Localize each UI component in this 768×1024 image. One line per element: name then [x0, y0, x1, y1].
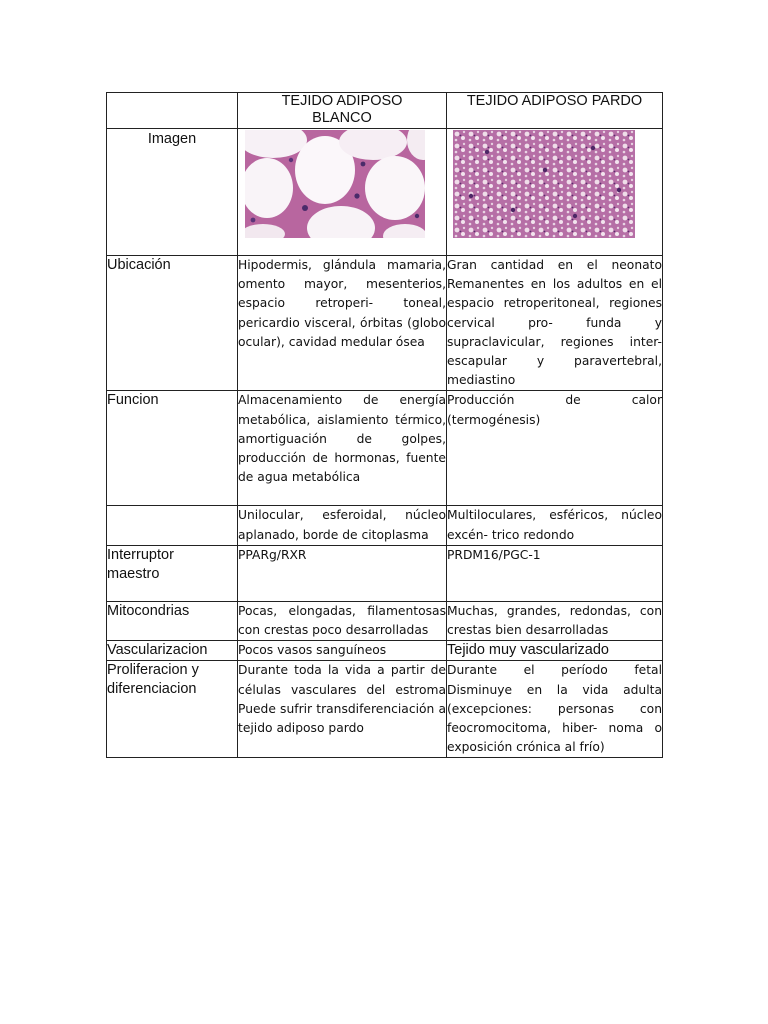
row-label-mitocondrias: Mitocondrias — [107, 601, 238, 640]
row-label-ubicacion: Ubicación — [107, 256, 238, 391]
row-ubicacion — [107, 256, 663, 391]
row-proliferacion — [107, 661, 663, 758]
row-label-funcion: Funcion — [107, 391, 238, 506]
row-mitocondrias — [107, 601, 663, 640]
row-label-imagen: Imagen — [107, 129, 238, 256]
white-interruptor-cell: PPARg/RXR — [238, 545, 447, 601]
white-mitocondrias-cell: Pocas, elongadas, filamentosas con crestas poco desarrolladas — [238, 601, 447, 640]
row-interruptor — [107, 545, 663, 601]
brown-adipose-histology-image — [453, 130, 635, 238]
row-label-proliferacion — [107, 661, 238, 758]
header-white-line-2: BLANCO — [312, 110, 372, 126]
brown-interruptor-cell: PRDM16/PGC-1 — [447, 545, 663, 601]
header-brown-adipose — [447, 93, 663, 129]
brown-funcion-cell: Producción de calor (termogénesis) — [447, 391, 663, 506]
brown-proliferacion-cell: Durante el período fetal Disminuye en la vida adulta (excepciones: personas con feocromocitoma, hiber- noma o exposición crónica al frío) — [447, 661, 663, 758]
white-proliferacion-cell: Durante toda la vida a partir de células vasculares del estroma Puede sufrir transdiferenciación a tejido adiposo pardo — [238, 661, 447, 758]
brown-ubicacion-cell: Gran cantidad en el neonato Remanentes en los adultos en el espacio retroperitoneal, regiones cervical pro- funda y supraclavicular, regiones inter- escapular y paravertebral, mediastino — [447, 256, 663, 391]
row-label-proliferacion-line-1: Proliferacion y — [107, 662, 199, 679]
row-label-interruptor-line-1: Interruptor — [107, 546, 174, 563]
comparison-table — [106, 92, 663, 758]
brown-vascularizacion-cell: Tejido muy vascularizado — [447, 641, 663, 661]
row-label-proliferacion-line-2: diferenciacion — [107, 681, 197, 698]
brown-adipose-image-cell — [447, 129, 663, 256]
white-adipose-image-cell — [238, 129, 447, 256]
row-funcion — [107, 391, 663, 506]
header-white-line-1: TEJIDO ADIPOSO — [281, 93, 403, 109]
row-label-vascularizacion: Vascularizacion — [107, 641, 238, 661]
row-celulas — [107, 506, 663, 545]
row-label-celulas — [107, 506, 238, 545]
row-label-interruptor — [107, 545, 238, 601]
brown-mitocondrias-cell: Muchas, grandes, redondas, con crestas bien desarrolladas — [447, 601, 663, 640]
row-label-interruptor-line-2: maestro — [107, 565, 160, 582]
row-imagen — [107, 129, 663, 256]
white-vascularizacion-cell: Pocos vasos sanguíneos — [238, 641, 447, 661]
white-funcion-cell: Almacenamiento de energía metabólica, aislamiento térmico, amortiguación de golpes, producción de hormonas, fuente de agua metabólica — [238, 391, 447, 506]
white-ubicacion-cell: Hipodermis, glándula mamaria, omento mayor, mesenterios, espacio retroperi- toneal, pericardio visceral, órbitas (globo ocular), cavidad medular ósea — [238, 256, 447, 391]
header-white-adipose — [238, 93, 447, 129]
corner-cell — [107, 93, 238, 129]
white-adipose-histology-image — [245, 130, 425, 238]
white-celulas-cell: Unilocular, esferoidal, núcleo aplanado, borde de citoplasma — [238, 506, 447, 545]
row-vascularizacion — [107, 641, 663, 661]
header-brown-text: TEJIDO ADIPOSO PARDO — [466, 93, 643, 109]
brown-celulas-cell: Multiloculares, esféricos, núcleo excén- trico redondo — [447, 506, 663, 545]
header-row — [107, 93, 663, 129]
